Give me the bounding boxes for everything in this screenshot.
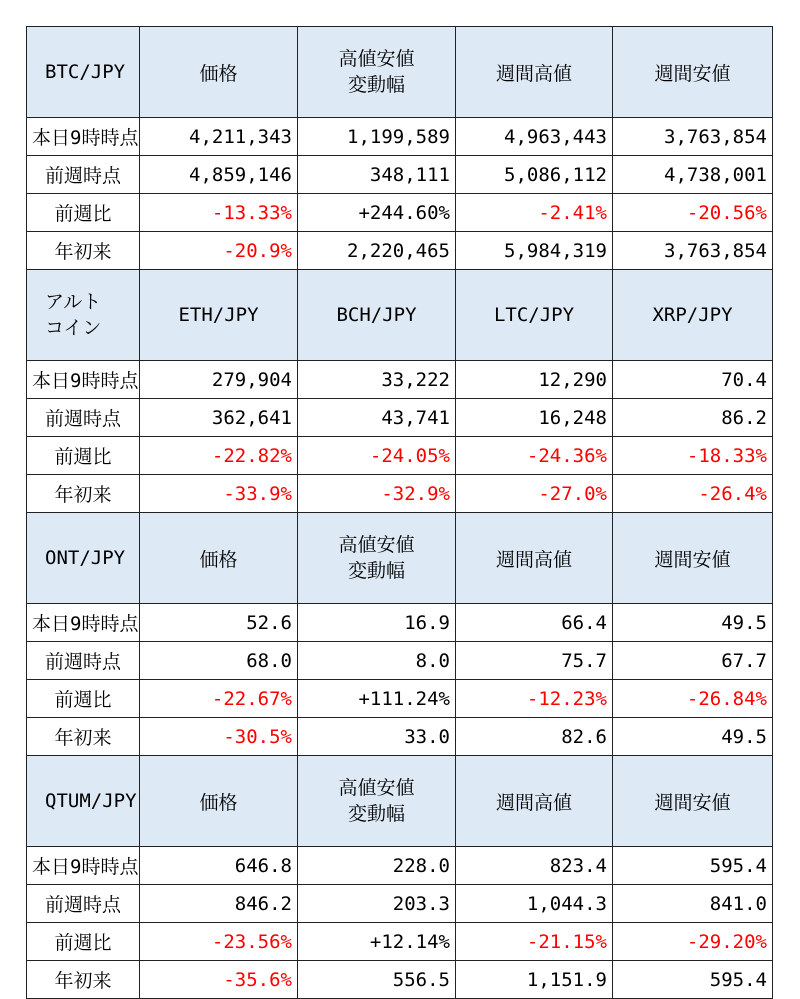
value-cell: 1,151.9	[456, 961, 613, 999]
table-row	[27, 847, 773, 885]
value-cell: 823.4	[456, 847, 613, 885]
column-header-cell: LTC/JPY	[456, 270, 613, 361]
value-cell: 49.5	[613, 604, 773, 642]
table-row	[27, 475, 773, 513]
section-title-cell: ONT/JPY	[27, 513, 140, 604]
row-label-cell: 前週時点	[27, 399, 140, 437]
section-title-cell: QTUM/JPY	[27, 756, 140, 847]
value-cell: 595.4	[613, 847, 773, 885]
value-cell: +111.24%	[298, 680, 456, 718]
value-cell: -23.56%	[140, 923, 298, 961]
value-cell: 75.7	[456, 642, 613, 680]
row-label-cell: 前週比	[27, 923, 140, 961]
value-cell: 1,199,589	[298, 118, 456, 156]
value-cell: -13.33%	[140, 194, 298, 232]
section-header-row	[27, 513, 773, 604]
table-row	[27, 718, 773, 756]
row-label-cell: 前週時点	[27, 642, 140, 680]
row-label-cell: 前週比	[27, 194, 140, 232]
value-cell: 4,963,443	[456, 118, 613, 156]
value-cell: 5,984,319	[456, 232, 613, 270]
table-row	[27, 399, 773, 437]
value-cell: -30.5%	[140, 718, 298, 756]
header-text: 高値安値 変動幅	[338, 777, 415, 825]
value-cell: -32.9%	[298, 475, 456, 513]
value-cell: -12.23%	[456, 680, 613, 718]
table-row	[27, 680, 773, 718]
row-label-cell: 本日9時時点	[27, 361, 140, 399]
value-cell: +12.14%	[298, 923, 456, 961]
row-label-cell: 前週比	[27, 680, 140, 718]
value-cell: -22.82%	[140, 437, 298, 475]
value-cell: 228.0	[298, 847, 456, 885]
value-cell: 1,044.3	[456, 885, 613, 923]
section-header-row	[27, 756, 773, 847]
value-cell: -21.15%	[456, 923, 613, 961]
value-cell: 16.9	[298, 604, 456, 642]
value-cell: 5,086,112	[456, 156, 613, 194]
table-row	[27, 361, 773, 399]
column-header-cell: 価格	[140, 513, 298, 604]
value-cell: -2.41%	[456, 194, 613, 232]
column-header-cell	[298, 756, 456, 847]
column-header-cell: 週間高値	[456, 27, 613, 118]
row-label-cell: 本日9時時点	[27, 847, 140, 885]
value-cell: 4,859,146	[140, 156, 298, 194]
row-label-cell: 前週時点	[27, 156, 140, 194]
value-cell: 3,763,854	[613, 118, 773, 156]
row-label-cell: 前週時点	[27, 885, 140, 923]
value-cell: 12,290	[456, 361, 613, 399]
value-cell: 841.0	[613, 885, 773, 923]
column-header-cell: 週間安値	[613, 756, 773, 847]
value-cell: -29.20%	[613, 923, 773, 961]
value-cell: 70.4	[613, 361, 773, 399]
value-cell: 33.0	[298, 718, 456, 756]
value-cell: -22.67%	[140, 680, 298, 718]
column-header-cell: 週間安値	[613, 27, 773, 118]
value-cell: 846.2	[140, 885, 298, 923]
column-header-cell: BCH/JPY	[298, 270, 456, 361]
column-header-cell: ETH/JPY	[140, 270, 298, 361]
value-cell: -26.4%	[613, 475, 773, 513]
row-label-cell: 年初来	[27, 232, 140, 270]
table-row	[27, 232, 773, 270]
value-cell: 595.4	[613, 961, 773, 999]
value-cell: -18.33%	[613, 437, 773, 475]
table-row	[27, 642, 773, 680]
value-cell: 52.6	[140, 604, 298, 642]
value-cell: 33,222	[298, 361, 456, 399]
row-label-cell: 年初来	[27, 961, 140, 999]
value-cell: -24.36%	[456, 437, 613, 475]
value-cell: 4,738,001	[613, 156, 773, 194]
value-cell: 362,641	[140, 399, 298, 437]
value-cell: 3,763,854	[613, 232, 773, 270]
value-cell: 49.5	[613, 718, 773, 756]
column-header-cell: 価格	[140, 27, 298, 118]
value-cell: -35.6%	[140, 961, 298, 999]
crypto-price-report	[26, 26, 772, 999]
value-cell: 203.3	[298, 885, 456, 923]
value-cell: 67.7	[613, 642, 773, 680]
column-header-cell: 価格	[140, 756, 298, 847]
value-cell: 82.6	[456, 718, 613, 756]
header-text: アルト コイン	[45, 291, 102, 339]
column-header-cell: 週間安値	[613, 513, 773, 604]
value-cell: 68.0	[140, 642, 298, 680]
value-cell: 279,904	[140, 361, 298, 399]
value-cell: -27.0%	[456, 475, 613, 513]
value-cell: 16,248	[456, 399, 613, 437]
value-cell: +244.60%	[298, 194, 456, 232]
price-table	[26, 26, 773, 999]
value-cell: 646.8	[140, 847, 298, 885]
section-title-cell	[27, 270, 140, 361]
section-header-row	[27, 27, 773, 118]
price-table-body	[27, 27, 773, 999]
value-cell: -24.05%	[298, 437, 456, 475]
section-header-row	[27, 270, 773, 361]
column-header-cell: 週間高値	[456, 756, 613, 847]
column-header-cell	[298, 27, 456, 118]
value-cell: 348,111	[298, 156, 456, 194]
row-label-cell: 年初来	[27, 475, 140, 513]
table-row	[27, 437, 773, 475]
column-header-cell: XRP/JPY	[613, 270, 773, 361]
row-label-cell: 本日9時時点	[27, 604, 140, 642]
value-cell: -26.84%	[613, 680, 773, 718]
value-cell: 8.0	[298, 642, 456, 680]
header-text: 高値安値 変動幅	[338, 534, 415, 582]
value-cell: -20.56%	[613, 194, 773, 232]
value-cell: 2,220,465	[298, 232, 456, 270]
value-cell: 86.2	[613, 399, 773, 437]
header-text: 高値安値 変動幅	[338, 48, 415, 96]
table-row	[27, 604, 773, 642]
table-row	[27, 156, 773, 194]
value-cell: -20.9%	[140, 232, 298, 270]
section-title-cell: BTC/JPY	[27, 27, 140, 118]
value-cell: -33.9%	[140, 475, 298, 513]
table-row	[27, 885, 773, 923]
table-row	[27, 923, 773, 961]
column-header-cell: 週間高値	[456, 513, 613, 604]
column-header-cell	[298, 513, 456, 604]
table-row	[27, 961, 773, 999]
table-row	[27, 194, 773, 232]
value-cell: 4,211,343	[140, 118, 298, 156]
value-cell: 43,741	[298, 399, 456, 437]
row-label-cell: 前週比	[27, 437, 140, 475]
table-row	[27, 118, 773, 156]
value-cell: 66.4	[456, 604, 613, 642]
row-label-cell: 年初来	[27, 718, 140, 756]
row-label-cell: 本日9時時点	[27, 118, 140, 156]
value-cell: 556.5	[298, 961, 456, 999]
